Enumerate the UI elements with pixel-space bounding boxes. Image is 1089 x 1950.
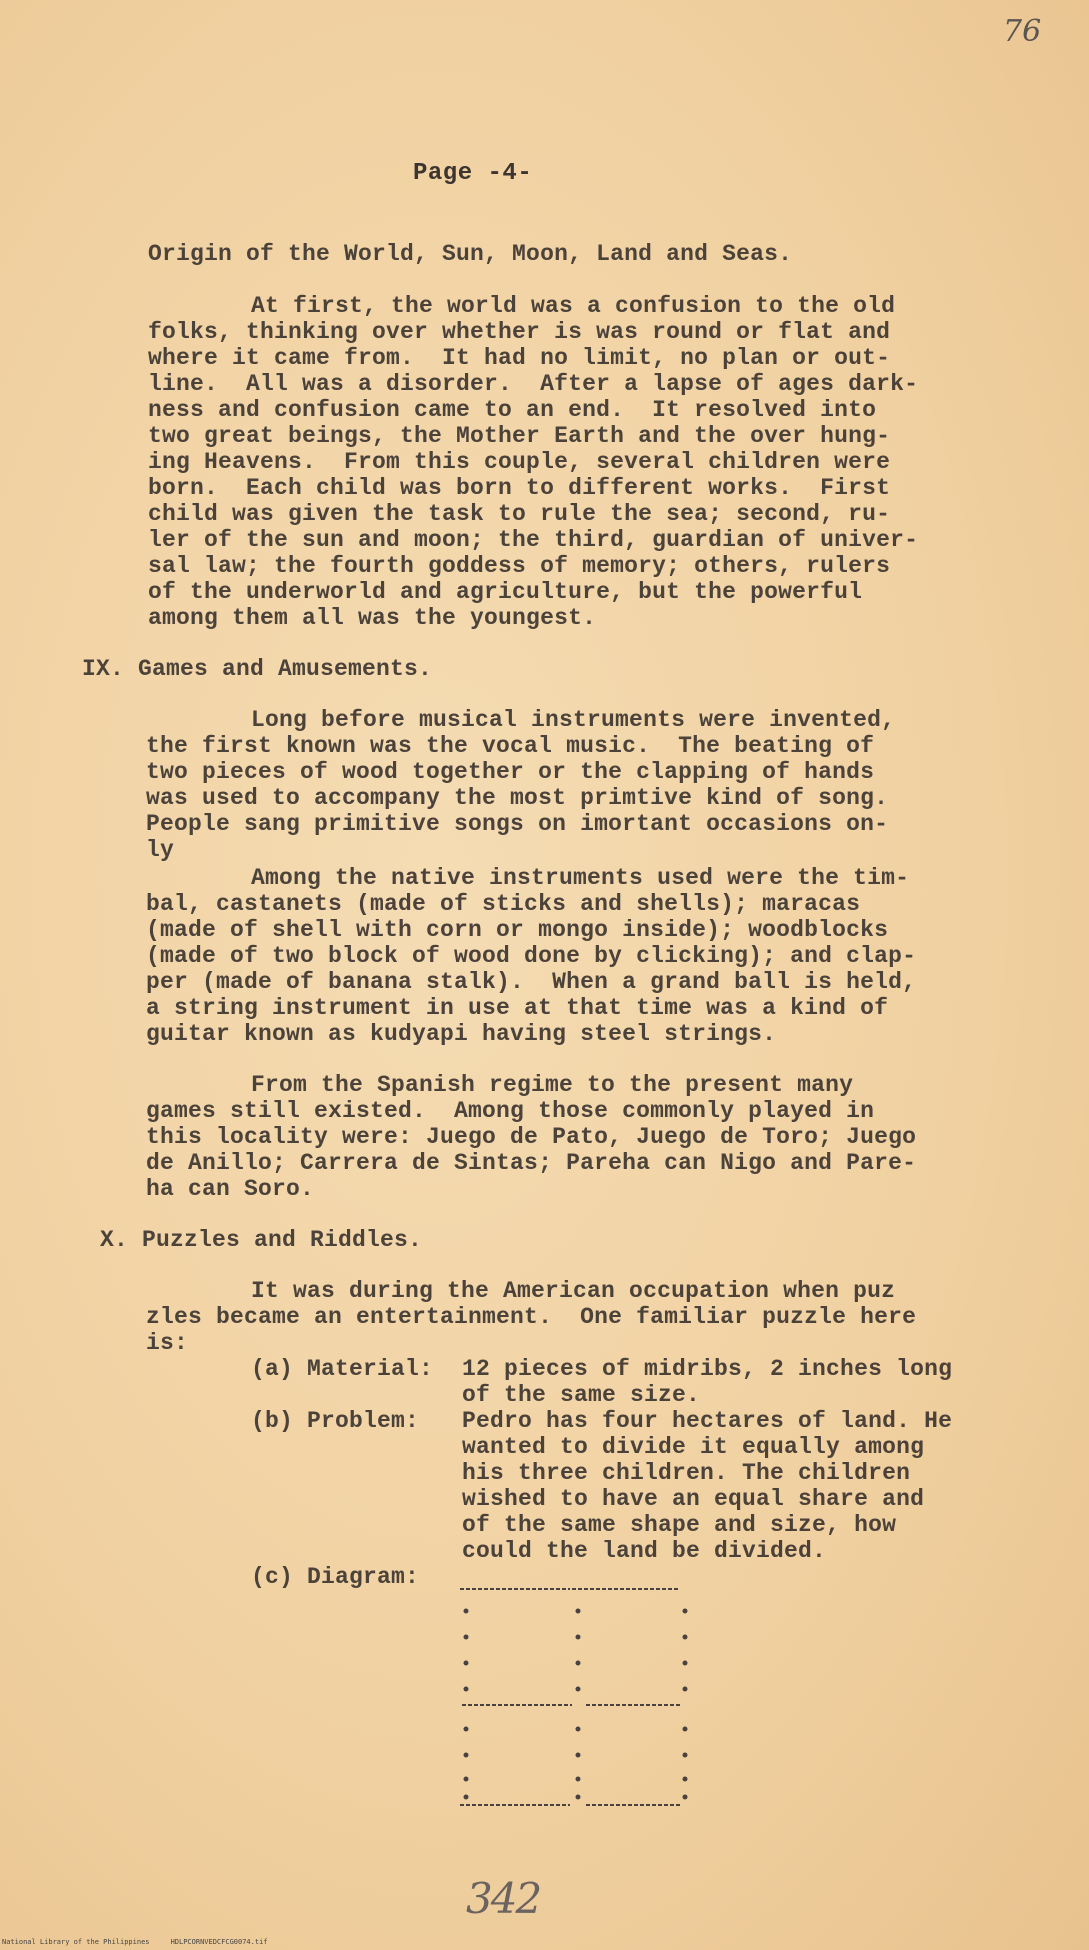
text-line: 12 pieces of midribs, 2 inches long bbox=[462, 1356, 953, 1382]
puzzle-label-problem: (b) Problem: bbox=[251, 1408, 420, 1434]
scan-footer: National Library of the Philippines HDLPCORNVEDCFCG0074.tif bbox=[2, 1938, 268, 1946]
text-line: child was given the task to rule the sea; second, ru- bbox=[148, 501, 891, 527]
text-line: line. All was a disorder. After a lapse of ages dark- bbox=[148, 371, 919, 397]
text-line: (made of two block of wood done by clicking); and clap- bbox=[146, 943, 917, 969]
text-line: of the same size. bbox=[462, 1382, 701, 1408]
text-line: two pieces of wood together or the clapping of hands bbox=[146, 759, 875, 785]
text-line: sal law; the fourth goddess of memory; others, rulers bbox=[148, 553, 891, 579]
text-line: Among the native instruments used were the tim- bbox=[251, 865, 910, 891]
puzzle-label-diagram: (c) Diagram: bbox=[251, 1564, 420, 1590]
text-line: People sang primitive songs on imortant occasions on- bbox=[146, 811, 889, 837]
text-line: wanted to divide it equally among bbox=[462, 1434, 925, 1460]
text-line: From the Spanish regime to the present many bbox=[251, 1072, 854, 1098]
puzzle-diagram bbox=[460, 1583, 700, 1813]
text-line: of the same shape and size, how bbox=[462, 1512, 897, 1538]
text-line: folks, thinking over whether is was round or flat and bbox=[148, 319, 891, 345]
text-line: ness and confusion came to an end. It resolved into bbox=[148, 397, 877, 423]
text-line: wished to have an equal share and bbox=[462, 1486, 925, 1512]
text-line: (made of shell with corn or mongo inside); woodblocks bbox=[146, 917, 889, 943]
page-corner-number: 76 bbox=[1003, 14, 1042, 49]
text-line: is: bbox=[146, 1330, 189, 1356]
text-line: de Anillo; Carrera de Sintas; Pareha can Nigo and Pare- bbox=[146, 1150, 917, 1176]
text-line: among them all was the youngest. bbox=[148, 605, 597, 631]
text-line: Long before musical instruments were invented, bbox=[251, 707, 896, 733]
text-line: this locality were: Juego de Pato, Juego de Toro; Juego bbox=[146, 1124, 917, 1150]
handwritten-page-number: 342 bbox=[466, 1874, 541, 1923]
text-line: ing Heavens. From this couple, several children were bbox=[148, 449, 891, 475]
puzzle-label-material: (a) Material: bbox=[251, 1356, 434, 1382]
text-line: of the underworld and agriculture, but the powerful bbox=[148, 579, 863, 605]
text-line: could the land be divided. bbox=[462, 1538, 827, 1564]
text-line: the first known was the vocal music. The beating of bbox=[146, 733, 875, 759]
page-header: Page -4- bbox=[413, 160, 533, 187]
section-title-origin: Origin of the World, Sun, Moon, Land and Seas. bbox=[148, 241, 793, 267]
text-line: It was during the American occupation when puz bbox=[251, 1278, 896, 1304]
text-line: was used to accompany the most primtive kind of song. bbox=[146, 785, 889, 811]
text-line: ha can Soro. bbox=[146, 1176, 315, 1202]
text-line: At first, the world was a confusion to the old bbox=[251, 293, 896, 319]
section-title-games: IX. Games and Amusements. bbox=[82, 656, 433, 682]
text-line: zles became an entertainment. One familiar puzzle here bbox=[146, 1304, 917, 1330]
text-line: ly bbox=[146, 837, 175, 863]
text-line: guitar known as kudyapi having steel strings. bbox=[146, 1021, 777, 1047]
text-line: ler of the sun and moon; the third, guardian of univer- bbox=[148, 527, 919, 553]
text-line: games still existed. Among those commonly played in bbox=[146, 1098, 875, 1124]
text-line: bal, castanets (made of sticks and shells); maracas bbox=[146, 891, 861, 917]
text-line: per (made of banana stalk). When a grand ball is held, bbox=[146, 969, 917, 995]
text-line: where it came from. It had no limit, no plan or out- bbox=[148, 345, 891, 371]
text-line: two great beings, the Mother Earth and the over hung- bbox=[148, 423, 891, 449]
text-line: his three children. The children bbox=[462, 1460, 911, 1486]
text-line: a string instrument in use at that time was a kind of bbox=[146, 995, 889, 1021]
section-title-puzzles: X. Puzzles and Riddles. bbox=[100, 1227, 423, 1253]
text-line: Pedro has four hectares of land. He bbox=[462, 1408, 953, 1434]
text-line: born. Each child was born to different works. First bbox=[148, 475, 891, 501]
